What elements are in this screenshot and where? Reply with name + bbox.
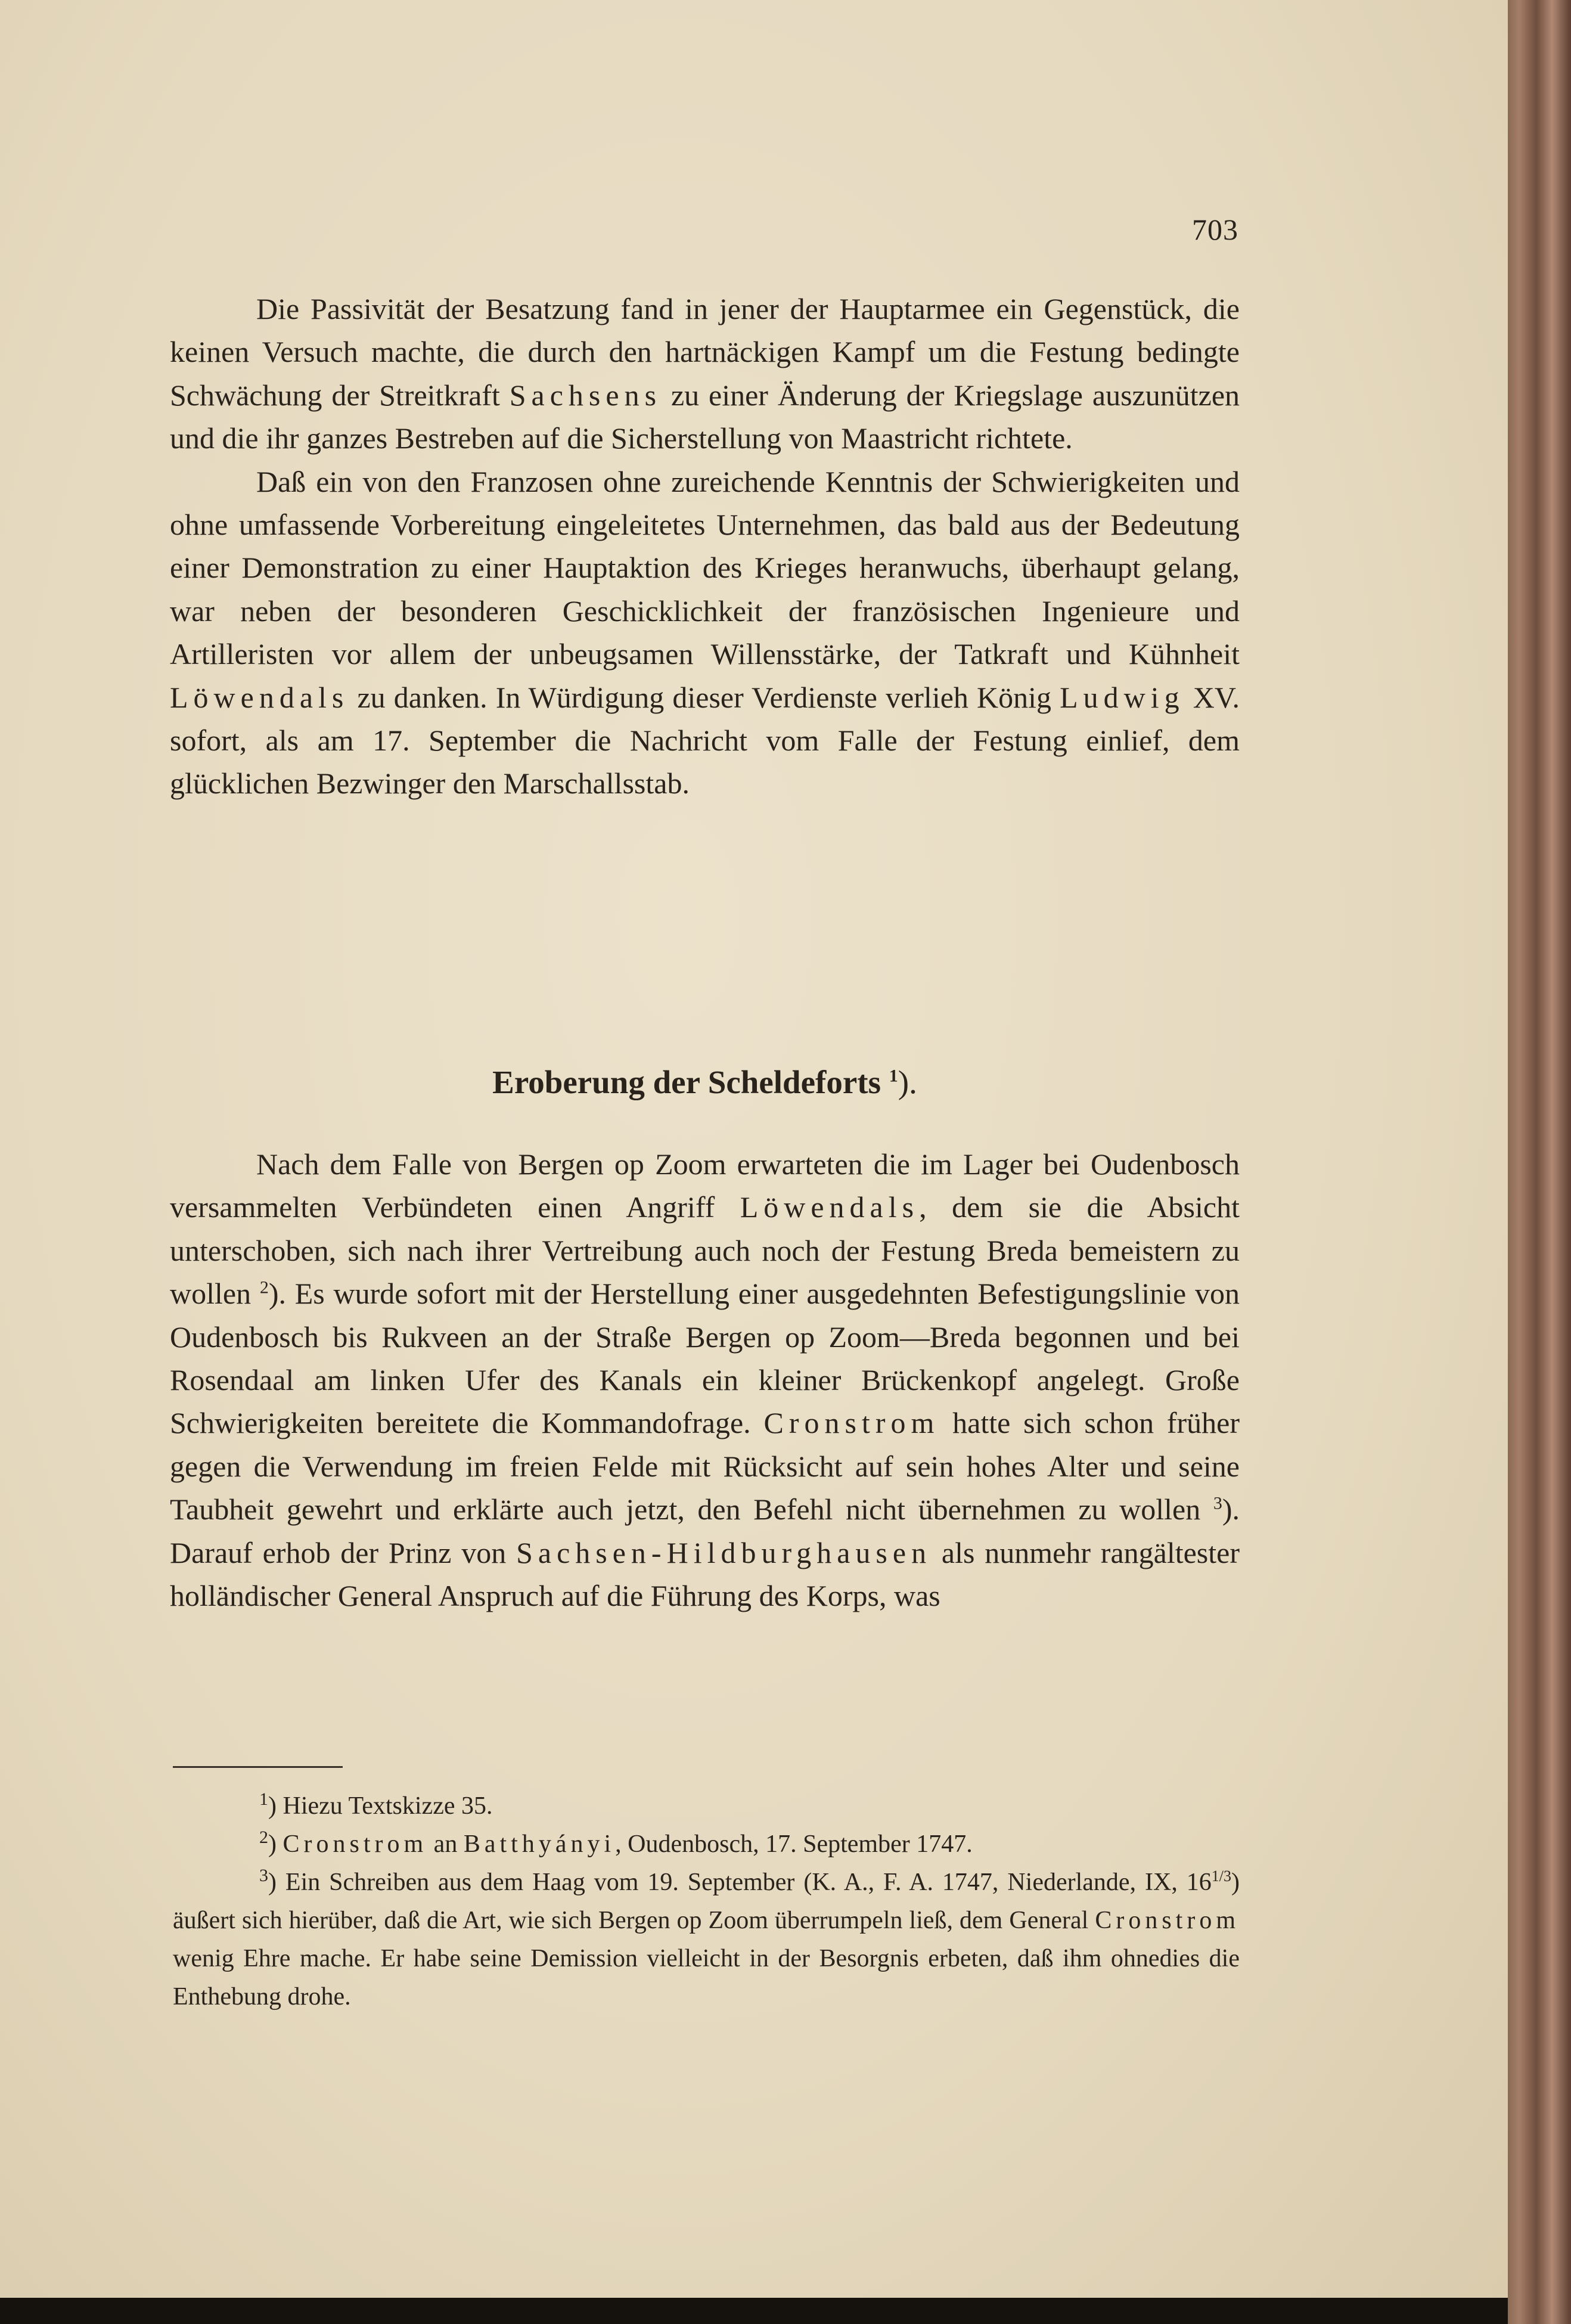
paragraph-2 [170,460,1240,805]
page-number: 703 [1192,213,1238,246]
footnote-3-text-b: ) äußert sich hierüber, daß die Art, wie sich Bergen op Zoom überrumpeln ließ, dem General [173,1869,1240,1934]
paragraph-3-text-d: hatte sich schon früher gegen die Verwendung im freien Felde mit Rücksicht auf sein hohes Alter und seine Taubheit gewehrt und erklärte auch jetzt, den Befehl nicht übernehmen zu wollen [170,1406,1240,1526]
paragraph-2-text-c: XV. sofort, als am 17. September die Nachricht vom Falle der Festung einlief, dem glücklichen Bezwinger den Marschallsstab. [170,680,1240,800]
footnote-2-name-batthyanyi: Batthyányi [463,1830,616,1858]
footnote-3-name-cronstrom: Cronstrom [1095,1907,1240,1934]
section-heading-text: Eroberung der Scheldeforts [492,1064,881,1100]
footnote-2-mid: an [427,1830,464,1858]
body-text [170,287,1240,805]
name-loewendals: Löwendals [170,680,349,714]
name-sachsens: Sachsens [509,378,662,412]
footnote-ref-2: 2 [259,1277,269,1298]
paragraph-1-text-a: Die Passivität der Besatzung fand in jener der Hauptarmee ein Gegenstück, die keinen Versuch machte, die durch den hartnäckigen Kampf um die Festung bedingte Schwächung der Streitkraft [170,292,1240,412]
footnote-3-text-a: ) Ein Schreiben aus dem Haag vom 19. September (K. A., F. A. 1747, Niederlande, IX, 16 [268,1869,1212,1896]
footnote-1-mark: 1 [259,1789,268,1809]
name-ludwig: Ludwig [1060,680,1185,714]
heading-close: ). [898,1064,917,1100]
paragraph-3-text-e: ). Darauf erhob der Prinz von [170,1493,1240,1569]
name-sachsen-hildburghausen: Sachsen-Hildburghausen [516,1535,932,1569]
footnote-1-text: ) Hiezu Textskizze 35. [268,1792,493,1820]
paragraph-3-text-c: ). Es wurde sofort mit der Herstellung einer ausgedehnten Befestigungslinie von Oudenbosch bis Rukveen an der Straße Bergen op Zoom—Breda begonnen und bei Rosendaal am linken Ufer des Kanals ein kleiner Brückenkopf angelegt. Große Schwierigkeiten bereitete die Kommandofrage. [170,1277,1240,1440]
section-heading [170,1061,1240,1104]
footnote-1 [173,1787,1240,1825]
paragraph-3-text-f: als nunmehr rangältester holländischer General Anspruch auf die Führung des Korps, was [170,1535,1240,1613]
footnote-ref-3: 3 [1213,1493,1222,1513]
paragraph-2-text-b: zu danken. In Würdigung dieser Verdienste verlieh König [349,680,1060,714]
name-loewendals-2: Löwendals [740,1190,920,1224]
footnote-3-fraction: 1/3 [1211,1867,1231,1885]
footnote-2-mark: 2 [259,1827,268,1847]
body-text-2 [170,1143,1240,1617]
footnote-3-text-c: wenig Ehre mache. Er habe seine Demission vielleicht in der Besorgnis erbeten, daß ihm ohnedies die Enthebung drohe. [173,1945,1240,2010]
footnote-2-text: , Oudenbosch, 17. September 1747. [615,1830,973,1858]
footnote-divider [173,1766,343,1768]
footnote-3-mark: 3 [259,1866,268,1885]
footnote-3 [173,1863,1240,2016]
paragraph-3-text-b: , dem sie die Absicht unterschoben, sich nach ihrer Vertreibung auch noch der Festung Breda bemeistern zu wollen [170,1190,1240,1311]
footnote-2-open: ) [268,1830,283,1858]
heading-footnote-ref: 1 [889,1066,898,1086]
book-edge [1508,0,1571,2324]
paragraph-1-text-b: zu einer Änderung der Kriegslage auszunützen und die ihr ganzes Bestreben auf die Sicherstellung von Maastricht richtete. [170,378,1240,455]
paragraph-2-text-a: Daß ein von den Franzosen ohne zureichende Kenntnis der Schwierigkeiten und ohne umfassende Vorbereitung eingeleitetes Unternehmen, das bald aus der Bedeutung einer Demonstration zu einer Hauptaktion des Krieges heranwuchs, überhaupt gelang, war neben der besonderen Geschicklichkeit der französischen Ingenieure und Artilleristen vor allem der unbeugsamen Willensstärke, der Tatkraft und Kühnheit [170,464,1240,671]
footnote-2-name-cronstrom: Cronstrom [282,1830,428,1858]
paragraph-3 [170,1143,1240,1617]
paragraph-1 [170,287,1240,460]
paragraph-3-text-a: Nach dem Falle von Bergen op Zoom erwarteten die im Lager bei Oudenbosch versammelten Verbündeten einen Angriff [170,1147,1240,1224]
name-cronstrom: Cronstrom [763,1406,940,1440]
footnote-2 [173,1825,1240,1863]
scan-bottom-border [0,2298,1508,2324]
